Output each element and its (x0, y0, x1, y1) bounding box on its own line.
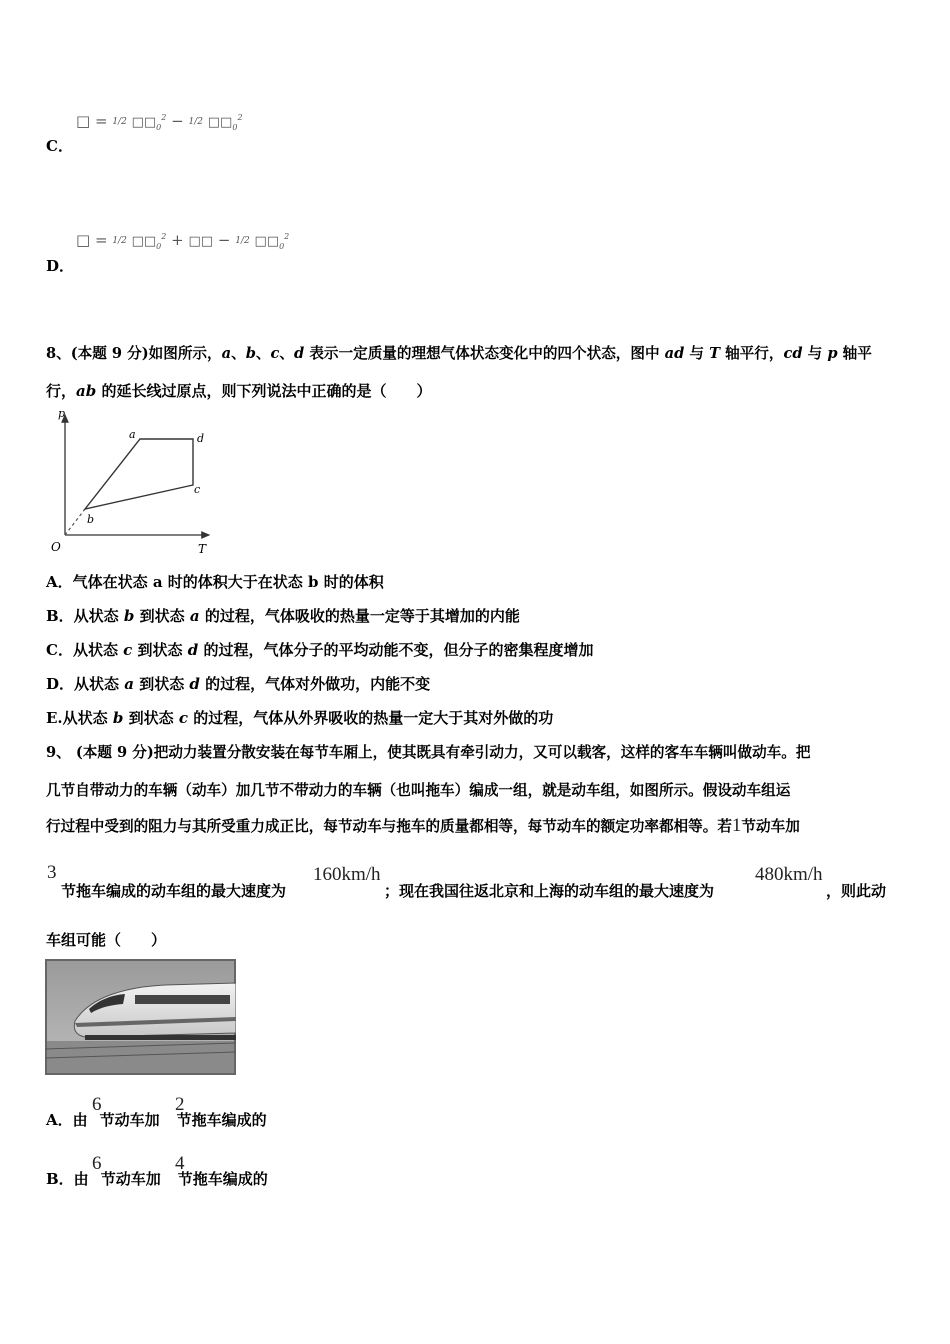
formula-half-2: 1/2 (235, 236, 250, 246)
option-var: b (123, 607, 135, 625)
q9-stem-line1: 9、 (本题 9 分)把动力装置分散安装在每节车厢上，使其既具有牵引动力，又可以载客，这样的客车车辆叫做动车。把 (46, 744, 811, 761)
state-d-label: d (197, 432, 205, 445)
option-d-formula (76, 231, 289, 251)
option-d-label: D． (46, 257, 75, 275)
option-text: 的过程，气体分子的平均动能不变，但分子的密集程度增加 (198, 641, 594, 659)
option-text: 的过程，气体对外做功，内能不变 (199, 675, 431, 693)
q9-stem-text: 节动车加 (741, 818, 800, 835)
state-path (85, 439, 193, 509)
q8-stem-text: 轴平 (837, 345, 872, 362)
q9-stem-line2: 几节自带动力的车辆（动车）加几节不带动力的车辆（也叫拖车）编成一组，就是动车组，如图所示。假设动车组运 (46, 782, 791, 799)
q9-stem-line5: 车组可能（ ） (46, 931, 167, 949)
q9-option-a[interactable] (46, 1109, 267, 1130)
q8-stem-text: 与 (802, 345, 828, 362)
origin-label: O (51, 540, 61, 554)
formula-half: 1/2 (112, 236, 127, 246)
option-text: 到状态 (123, 709, 179, 727)
q8-stem-text: 8、(本题 9 分)如图所示， (46, 345, 222, 362)
formula-half-2: 1/2 (188, 117, 203, 127)
q9-opt-b-num1: 6 (92, 1153, 102, 1174)
q8-option-c[interactable] (46, 639, 594, 660)
q8-stem-text: 表示一定质量的理想气体状态变化中的四个状态，图中 (304, 345, 665, 362)
q8-stem-line1 (46, 342, 872, 363)
formula-half: 1/2 (112, 117, 127, 127)
formula-term-2: □□ (207, 115, 233, 130)
q8-var-T: T (709, 345, 720, 362)
p-axis-label: p (58, 407, 66, 420)
option-text: B．由 (46, 1170, 89, 1188)
q8-option-b[interactable] (46, 605, 520, 626)
option-text: D．从状态 (46, 675, 125, 693)
q9-number: 1 (731, 815, 742, 836)
formula-equals: = (94, 231, 108, 249)
formula-subscript: 0 (156, 123, 162, 132)
formula-subscript-2: 0 (279, 242, 285, 251)
formula-subscript-2: 0 (232, 123, 238, 132)
option-text: C．从状态 (46, 641, 124, 659)
q9-opt-a-num2: 2 (175, 1094, 185, 1115)
q8-var-b: b (245, 345, 256, 362)
t-axis-label: T (198, 542, 207, 556)
formula-superscript: 2 (161, 113, 167, 122)
option-var: d (189, 675, 200, 693)
q9-opt-a-num1: 6 (92, 1094, 102, 1115)
formula-minus: − (171, 112, 184, 130)
formula-subscript: 0 (156, 242, 162, 251)
option-text: A．由 (46, 1111, 88, 1129)
formula-superscript-2: 2 (284, 232, 290, 241)
q9-stem-line3 (46, 815, 800, 837)
q9-number-3: 3 (47, 862, 57, 883)
option-text: 到状态 (134, 607, 190, 625)
option-text: 的过程，气体从外界吸收的热量一定大于其对外做的功 (187, 709, 554, 727)
q8-sep: 、 (255, 345, 271, 362)
option-var: b (112, 709, 124, 727)
option-var: a (189, 607, 200, 625)
option-text: 节动车加 (99, 1111, 160, 1129)
option-text: 节拖车编成的 (177, 1170, 268, 1188)
option-text: 的过程，气体吸收的热量一定等于其增加的内能 (199, 607, 520, 625)
formula-minus: − (217, 231, 231, 249)
option-c-formula (76, 112, 243, 132)
formula-symbol: □ (76, 231, 91, 249)
q8-var-ab: ab (76, 382, 97, 400)
state-c-label: c (194, 483, 201, 496)
formula-term-2: □□ (188, 234, 214, 249)
option-text: 到状态 (133, 675, 190, 693)
q8-option-e[interactable] (46, 707, 553, 728)
q8-stem-text: 轴平行， (719, 345, 784, 362)
q9-option-b[interactable] (46, 1168, 268, 1189)
formula-equals: = (94, 112, 108, 130)
q9-stem-line4c: ，则此动 (826, 882, 887, 900)
formula-superscript-2: 2 (237, 113, 243, 122)
formula-superscript: 2 (161, 232, 167, 241)
option-text: 节动车加 (100, 1170, 161, 1188)
option-text: B．从状态 (46, 607, 124, 625)
q8-sep: 、 (231, 345, 246, 362)
option-text: 节拖车编成的 (176, 1111, 267, 1129)
q9-stem-line4a: 节拖车编成的动车组的最大速度为 (61, 882, 287, 900)
q9-stem-line4b: ；现在我国往返北京和上海的动车组的最大速度为 (384, 882, 715, 900)
formula-symbol: □ (76, 112, 91, 130)
option-var: a (124, 675, 134, 693)
option-text: 到状态 (132, 641, 188, 659)
state-b-label: b (87, 513, 95, 526)
q8-stem-line2 (46, 380, 431, 401)
q8-option-a[interactable]: A．气体在状态 a 时的体积大于在状态 b 时的体积 (46, 573, 384, 591)
q8-sep: 、 (279, 345, 295, 362)
q8-stem-text: 行， (46, 382, 77, 400)
q8-var-ad: ad (664, 345, 685, 362)
formula-term: □□ (131, 234, 157, 249)
q8-var-d: d (294, 345, 305, 362)
state-a-label: a (129, 428, 136, 441)
ab-extension-dashed (65, 509, 85, 535)
q8-var-cd: cd (783, 345, 803, 362)
q8-stem-text: 与 (684, 345, 710, 362)
q9-speed-1: 160km/h (313, 864, 381, 885)
option-text: E.从状态 (46, 709, 113, 727)
option-c-label: C． (46, 137, 73, 155)
train-photo (45, 959, 236, 1075)
q8-pt-diagram (44, 405, 224, 557)
q8-stem-text: 的延长线过原点，则下列说法中正确的是（ ） (96, 382, 432, 400)
q9-stem-text: 行过程中受到的阻力与其所受重力成正比，每节动车与拖车的质量都相等，每节动车的额定功率都相等。若 (46, 818, 732, 835)
formula-term: □□ (131, 115, 157, 130)
q8-var-p: p (827, 345, 838, 362)
option-var: d (187, 641, 199, 659)
formula-term-3: □□ (254, 234, 280, 249)
q9-opt-b-num2: 4 (175, 1153, 185, 1174)
q8-option-d[interactable] (46, 673, 430, 694)
option-var: c (178, 709, 188, 727)
option-var: c (123, 641, 133, 659)
q8-var-c: c (270, 345, 280, 362)
formula-plus: + (171, 231, 184, 249)
q8-var-a: a (221, 345, 232, 362)
q9-speed-2: 480km/h (755, 864, 823, 885)
